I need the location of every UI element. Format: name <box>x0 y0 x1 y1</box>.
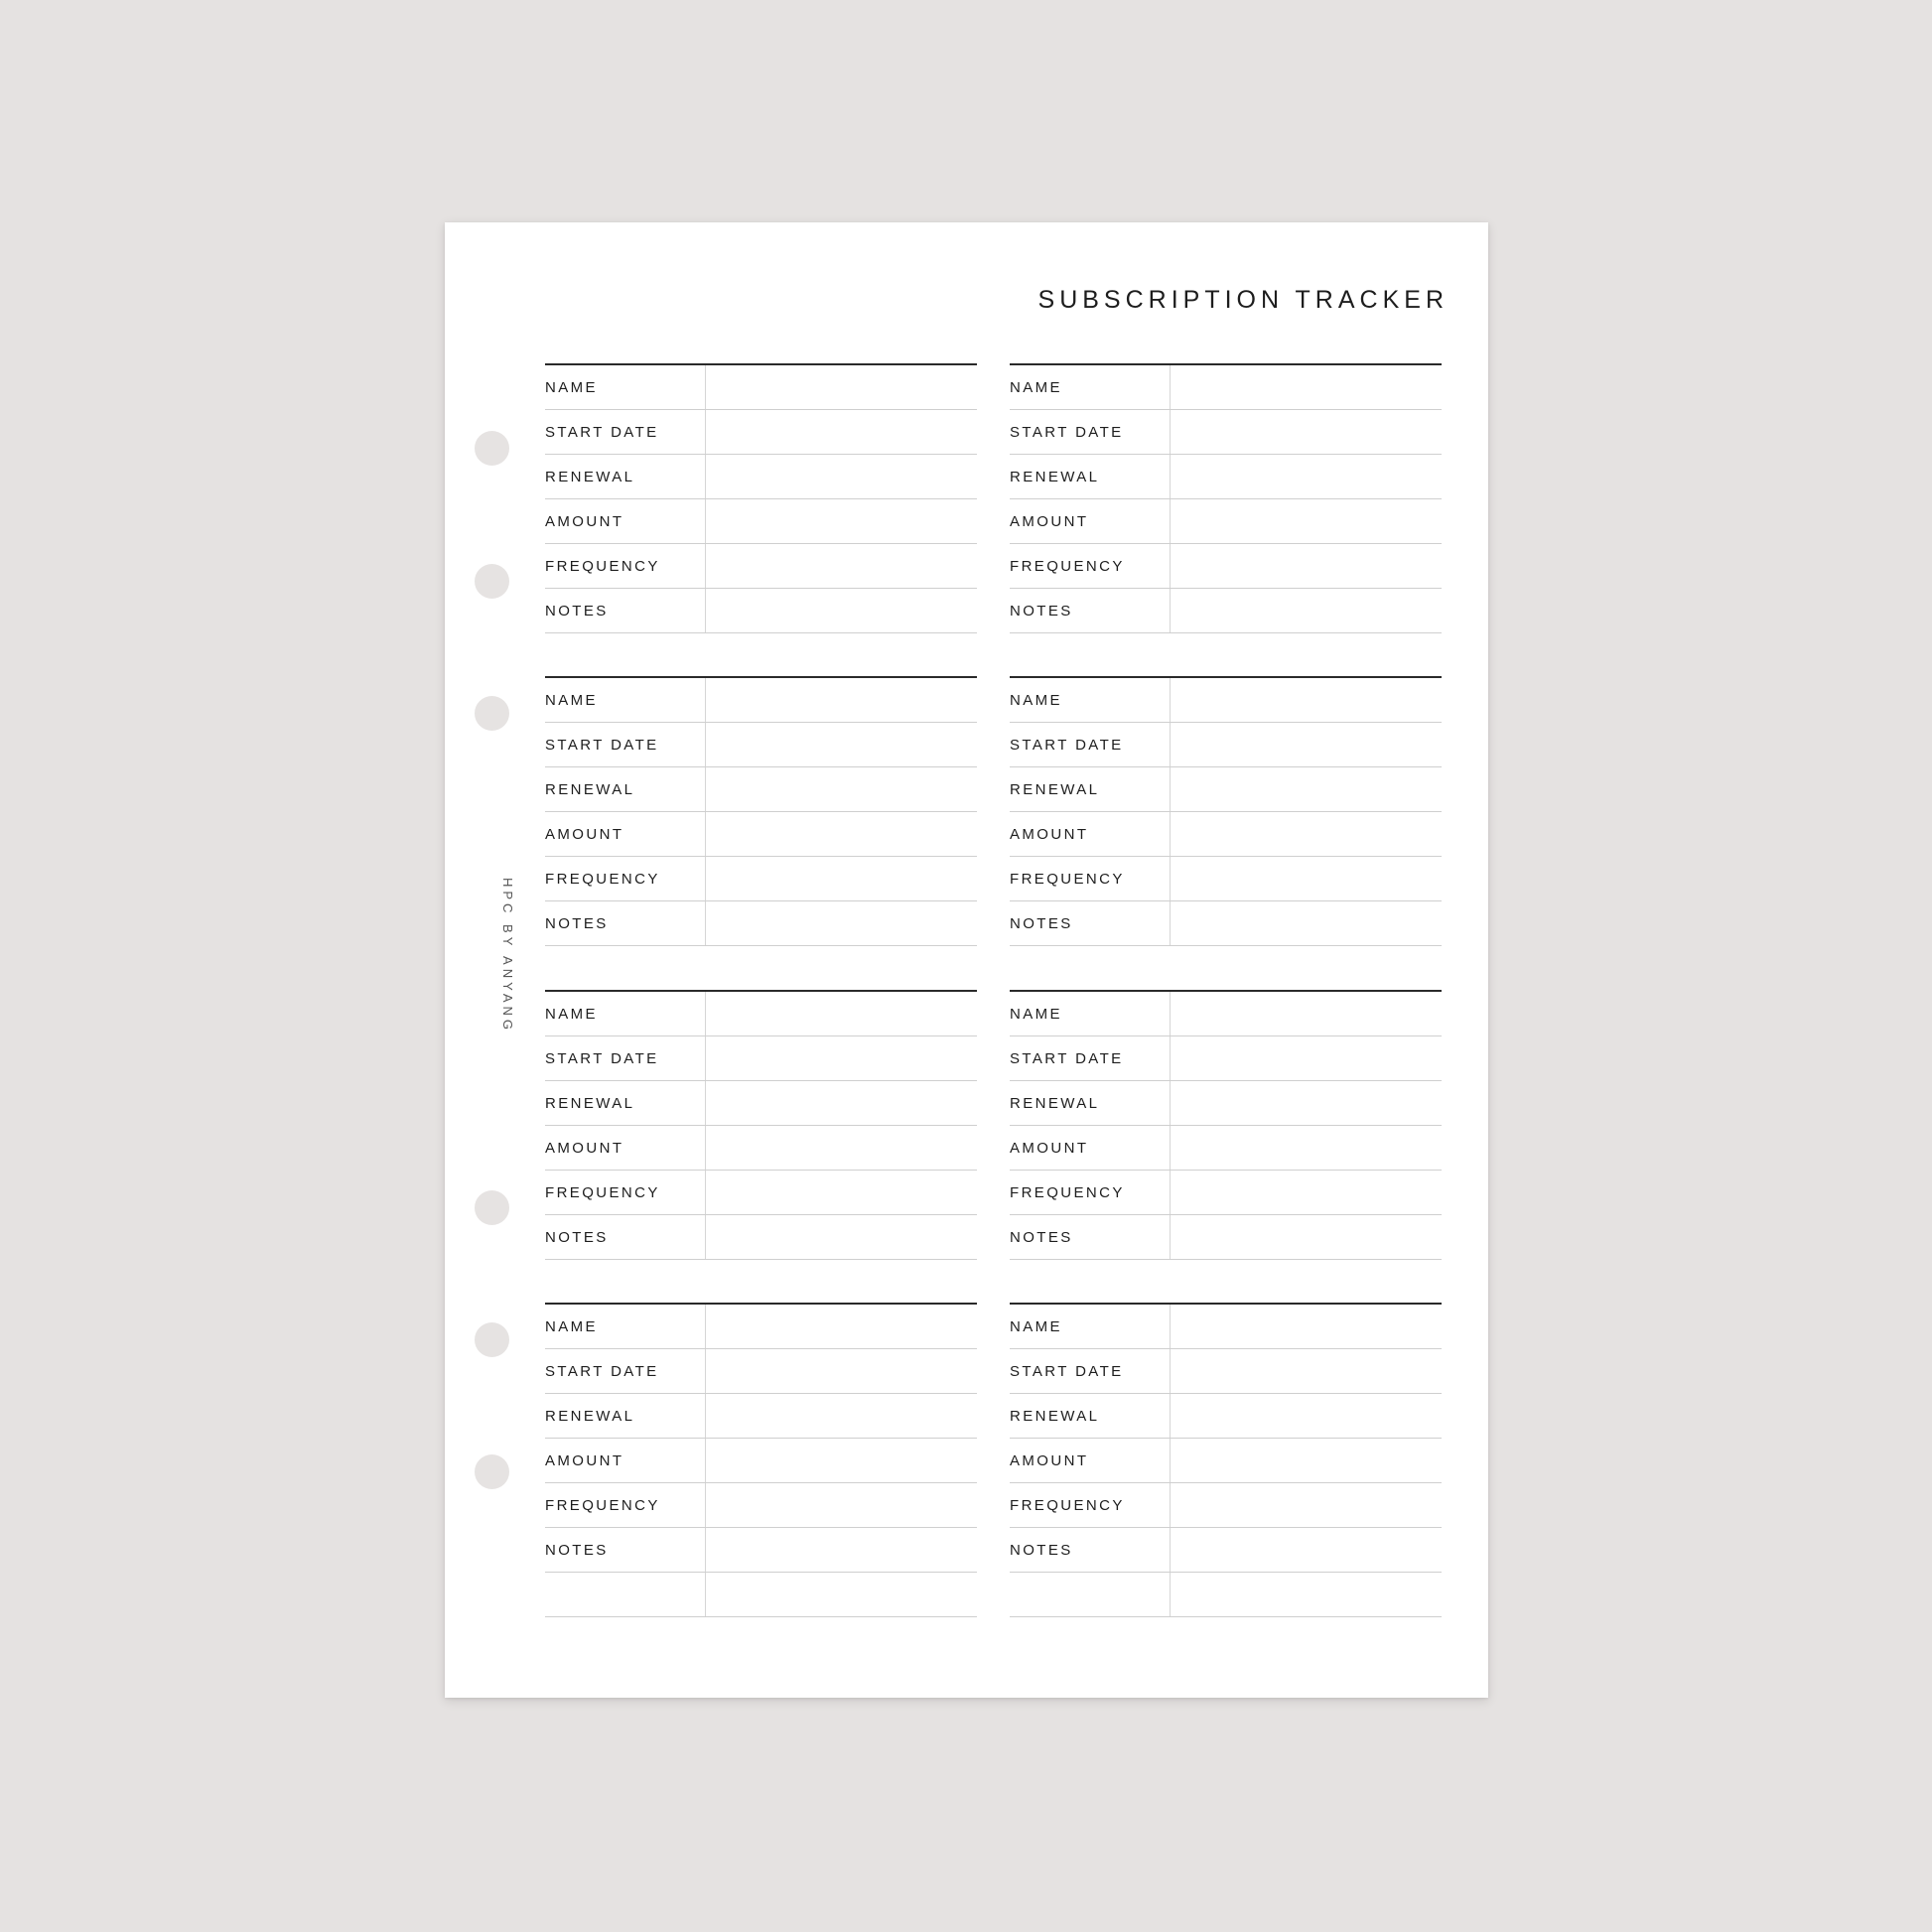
field-label: FREQUENCY <box>1010 1171 1171 1214</box>
field-label: RENEWAL <box>1010 1394 1171 1438</box>
field-row <box>545 767 977 812</box>
binder-hole <box>475 696 509 731</box>
subscription-entry <box>1010 1303 1442 1617</box>
field-label: NAME <box>1010 1305 1171 1348</box>
field-value[interactable] <box>706 544 977 588</box>
field-value[interactable] <box>706 1171 977 1214</box>
field-value[interactable] <box>1171 901 1442 945</box>
field-label: START DATE <box>545 410 706 454</box>
field-row <box>545 1439 977 1483</box>
brand-credit: HPC BY ANYANG <box>500 878 515 1034</box>
field-value[interactable] <box>706 1036 977 1080</box>
field-value[interactable] <box>706 678 977 722</box>
field-row <box>545 1126 977 1171</box>
field-label: START DATE <box>1010 723 1171 766</box>
field-row <box>545 499 977 544</box>
field-value[interactable] <box>1171 1036 1442 1080</box>
field-row <box>545 1394 977 1439</box>
field-value[interactable] <box>1171 1394 1442 1438</box>
field-row <box>1010 1081 1442 1126</box>
field-label: NAME <box>1010 992 1171 1035</box>
field-row <box>545 1573 977 1617</box>
binder-hole <box>475 431 509 466</box>
field-value[interactable] <box>1171 410 1442 454</box>
field-value[interactable] <box>1171 1171 1442 1214</box>
field-row <box>1010 1171 1442 1215</box>
field-row <box>1010 1305 1442 1349</box>
field-value[interactable] <box>706 589 977 632</box>
field-row <box>1010 992 1442 1036</box>
field-value[interactable] <box>1171 1528 1442 1572</box>
field-label: START DATE <box>545 723 706 766</box>
field-row <box>1010 1394 1442 1439</box>
field-row <box>1010 1528 1442 1573</box>
subscription-entry <box>1010 676 1442 946</box>
field-row <box>1010 723 1442 767</box>
field-value[interactable] <box>1171 589 1442 632</box>
field-label: START DATE <box>545 1349 706 1393</box>
field-value[interactable] <box>706 1394 977 1438</box>
field-row <box>1010 365 1442 410</box>
field-value[interactable] <box>706 1439 977 1482</box>
field-label: FREQUENCY <box>545 1483 706 1527</box>
field-value[interactable] <box>706 812 977 856</box>
field-label: NAME <box>545 678 706 722</box>
field-value[interactable] <box>706 857 977 900</box>
field-label: FREQUENCY <box>545 1171 706 1214</box>
binder-hole <box>475 1454 509 1489</box>
field-value[interactable] <box>1171 723 1442 766</box>
blank-label-cell <box>1010 1573 1171 1616</box>
field-row <box>1010 1439 1442 1483</box>
field-row <box>1010 1126 1442 1171</box>
field-value[interactable] <box>1171 1439 1442 1482</box>
field-value[interactable] <box>1171 1483 1442 1527</box>
field-value[interactable] <box>1171 1215 1442 1259</box>
field-label: NAME <box>545 365 706 409</box>
field-value[interactable] <box>1171 1573 1442 1616</box>
field-label: AMOUNT <box>545 812 706 856</box>
field-label: START DATE <box>1010 1036 1171 1080</box>
field-label: NOTES <box>545 1528 706 1572</box>
field-value[interactable] <box>706 1573 977 1616</box>
field-row <box>545 410 977 455</box>
field-label: AMOUNT <box>1010 1439 1171 1482</box>
field-label: RENEWAL <box>545 455 706 498</box>
field-row <box>545 589 977 633</box>
field-label: NOTES <box>1010 1528 1171 1572</box>
field-label: RENEWAL <box>1010 455 1171 498</box>
field-value[interactable] <box>1171 1349 1442 1393</box>
field-label: AMOUNT <box>545 499 706 543</box>
field-label: FREQUENCY <box>1010 857 1171 900</box>
page-title: SUBSCRIPTION TRACKER <box>1037 286 1449 314</box>
field-row <box>1010 1483 1442 1528</box>
field-row <box>1010 1215 1442 1260</box>
field-value[interactable] <box>1171 992 1442 1035</box>
blank-label-cell <box>545 1573 706 1616</box>
field-value[interactable] <box>706 499 977 543</box>
field-value[interactable] <box>706 901 977 945</box>
field-value[interactable] <box>1171 767 1442 811</box>
field-row <box>1010 410 1442 455</box>
field-row <box>545 678 977 723</box>
field-label: RENEWAL <box>1010 767 1171 811</box>
field-label: AMOUNT <box>1010 499 1171 543</box>
field-row <box>545 1305 977 1349</box>
field-row <box>1010 901 1442 946</box>
field-row <box>545 1483 977 1528</box>
field-label: NOTES <box>1010 589 1171 632</box>
field-row <box>1010 1573 1442 1617</box>
subscription-entry <box>545 990 977 1260</box>
field-value[interactable] <box>1171 499 1442 543</box>
field-label: AMOUNT <box>545 1439 706 1482</box>
field-label: NOTES <box>545 1215 706 1259</box>
field-row <box>1010 1036 1442 1081</box>
field-value[interactable] <box>1171 1126 1442 1170</box>
field-label: NOTES <box>1010 1215 1171 1259</box>
field-row <box>545 1081 977 1126</box>
field-row <box>1010 1349 1442 1394</box>
field-row <box>1010 812 1442 857</box>
field-label: RENEWAL <box>545 1394 706 1438</box>
field-value[interactable] <box>706 1349 977 1393</box>
field-row <box>1010 544 1442 589</box>
field-label: NAME <box>545 1305 706 1348</box>
field-label: AMOUNT <box>545 1126 706 1170</box>
field-row <box>545 365 977 410</box>
field-value[interactable] <box>1171 812 1442 856</box>
binder-hole <box>475 1190 509 1225</box>
field-value[interactable] <box>1171 857 1442 900</box>
field-row <box>545 1215 977 1260</box>
field-row <box>545 723 977 767</box>
field-row <box>545 1171 977 1215</box>
field-value[interactable] <box>706 1081 977 1125</box>
subscription-entry <box>545 363 977 633</box>
field-value[interactable] <box>1171 544 1442 588</box>
field-label: RENEWAL <box>545 767 706 811</box>
field-row <box>1010 767 1442 812</box>
field-row <box>545 812 977 857</box>
field-row <box>1010 678 1442 723</box>
field-label: NOTES <box>545 901 706 945</box>
field-value[interactable] <box>1171 455 1442 498</box>
field-label: AMOUNT <box>1010 1126 1171 1170</box>
field-row <box>1010 589 1442 633</box>
field-value[interactable] <box>1171 365 1442 409</box>
field-label: START DATE <box>545 1036 706 1080</box>
field-value[interactable] <box>706 365 977 409</box>
field-label: FREQUENCY <box>1010 1483 1171 1527</box>
binder-hole <box>475 564 509 599</box>
field-value[interactable] <box>706 1483 977 1527</box>
field-value[interactable] <box>706 410 977 454</box>
field-label: START DATE <box>1010 1349 1171 1393</box>
field-value[interactable] <box>1171 1081 1442 1125</box>
binder-hole <box>475 1322 509 1357</box>
field-value[interactable] <box>706 1126 977 1170</box>
field-label: RENEWAL <box>545 1081 706 1125</box>
field-row <box>545 544 977 589</box>
planner-page <box>445 222 1488 1698</box>
field-value[interactable] <box>706 1305 977 1348</box>
field-label: AMOUNT <box>1010 812 1171 856</box>
subscription-entry <box>1010 990 1442 1260</box>
field-value[interactable] <box>1171 678 1442 722</box>
field-label: RENEWAL <box>1010 1081 1171 1125</box>
subscription-entry <box>545 1303 977 1617</box>
field-value[interactable] <box>706 723 977 766</box>
field-row <box>545 857 977 901</box>
field-value[interactable] <box>1171 1305 1442 1348</box>
field-value[interactable] <box>706 1215 977 1259</box>
field-row <box>545 1036 977 1081</box>
field-value[interactable] <box>706 992 977 1035</box>
field-row <box>545 992 977 1036</box>
field-row <box>545 901 977 946</box>
field-row <box>1010 455 1442 499</box>
field-row <box>1010 499 1442 544</box>
subscription-entry <box>1010 363 1442 633</box>
field-value[interactable] <box>706 1528 977 1572</box>
field-label: NAME <box>1010 678 1171 722</box>
field-label: START DATE <box>1010 410 1171 454</box>
subscription-entry <box>545 676 977 946</box>
field-label: NOTES <box>545 589 706 632</box>
field-value[interactable] <box>706 455 977 498</box>
field-row <box>1010 857 1442 901</box>
field-value[interactable] <box>706 767 977 811</box>
field-row <box>545 1349 977 1394</box>
field-row <box>545 1528 977 1573</box>
field-label: NAME <box>545 992 706 1035</box>
field-label: FREQUENCY <box>545 544 706 588</box>
field-label: FREQUENCY <box>1010 544 1171 588</box>
field-label: NAME <box>1010 365 1171 409</box>
field-row <box>545 455 977 499</box>
field-label: NOTES <box>1010 901 1171 945</box>
field-label: FREQUENCY <box>545 857 706 900</box>
